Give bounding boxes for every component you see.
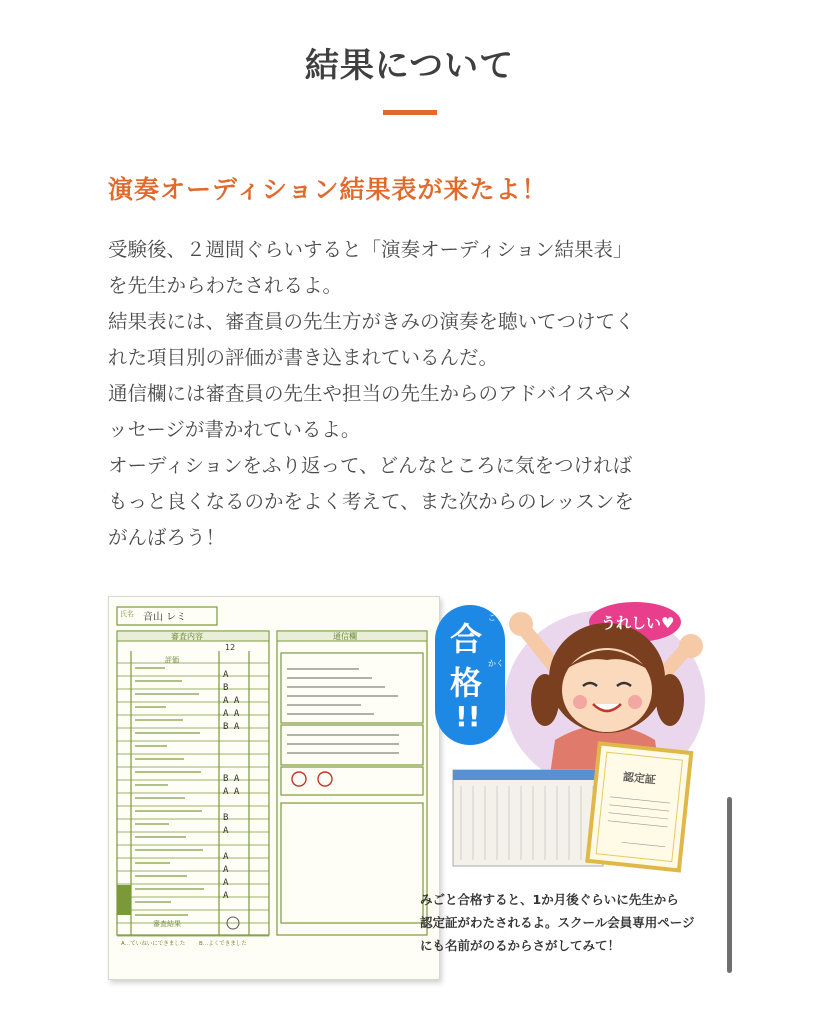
grade-cell <box>223 760 249 773</box>
body-line: ッセージが書かれているよ。 <box>108 418 361 441</box>
page-title: 結果について <box>304 46 515 86</box>
sheet-footer-note: A…ていねいにできました <box>121 941 186 947</box>
sheet-grades <box>223 669 249 903</box>
sheet-month: 12 <box>225 643 236 652</box>
grade-cell <box>223 799 249 812</box>
grade-cell: A <box>223 852 229 862</box>
grade-cell: A A <box>223 709 240 719</box>
body-line: もっと良くなるのかをよく考えて、また次からのレッスンを <box>108 490 634 513</box>
sheet-comm-header: 通信欄 <box>333 632 357 641</box>
body-line: オーディションをふり返って、どんなところに気をつければ <box>108 454 633 477</box>
body-text <box>108 232 708 556</box>
grade-cell: A <box>223 826 229 836</box>
sheet-name-value: 音山 レミ <box>143 612 187 623</box>
section-subtitle: 演奏オーディション結果表が来たよ！ <box>108 175 548 204</box>
grade-cell: A <box>223 891 229 901</box>
body-line: 受験後、２週間ぐらいすると「演奏オーディション結果表」 <box>108 238 633 261</box>
badge-exclaim: !! <box>455 700 481 733</box>
sheet-review-header: 審査内容 <box>171 632 203 641</box>
grade-cell: A <box>223 670 229 680</box>
body-line: れた項目別の評価が書き込まれているんだ。 <box>108 346 499 369</box>
badge-char: 合 <box>450 620 483 658</box>
body-line: 通信欄には審査員の先生や担当の先生からのアドバイスやメ <box>108 382 634 405</box>
certificate-title: 認定証 <box>622 770 657 787</box>
grade-cell: B <box>223 813 229 823</box>
title-underline <box>383 110 437 115</box>
badge-ruby: かく <box>488 659 504 668</box>
caption-line: 認定証がわたされるよ。スクール会員専用ページ <box>420 915 695 930</box>
grade-cell: B A <box>223 774 240 784</box>
grade-cell: B A <box>223 722 240 732</box>
grade-cell: A <box>223 865 229 875</box>
body-line: 結果表には、審査員の先生方がきみの演奏を聴いてつけてく <box>108 310 635 333</box>
grade-cell <box>223 747 249 760</box>
grade-cell: A <box>223 878 229 888</box>
audition-result-sheet <box>108 596 440 980</box>
pass-illustration <box>425 590 725 890</box>
sheet-result-label: 審査結果 <box>153 920 181 928</box>
illustration-caption <box>420 888 720 957</box>
badge-char: 格 <box>450 664 483 702</box>
sheet-footer-note: B…よくできました <box>199 941 247 947</box>
scrollbar-thumb[interactable] <box>727 797 732 973</box>
badge-ruby: ごう <box>488 613 504 622</box>
body-line: がんばろう！ <box>108 526 226 549</box>
caption-line: みごと合格すると、1か月後ぐらいに先生から <box>420 892 679 907</box>
grade-cell: A A <box>223 696 240 706</box>
grade-cell: B <box>223 683 229 693</box>
sheet-eval-label: 評価 <box>165 656 179 664</box>
grade-cell <box>223 838 249 851</box>
grade-cell <box>223 734 249 747</box>
speech-bubble-text: うれしい♥ <box>601 614 675 632</box>
sheet-name-label: 氏名 <box>120 610 134 618</box>
grade-cell: A A <box>223 787 240 797</box>
caption-line: にも名前がのるからさがしてみて！ <box>420 938 621 953</box>
body-line: を先生からわたされるよ。 <box>108 274 343 297</box>
